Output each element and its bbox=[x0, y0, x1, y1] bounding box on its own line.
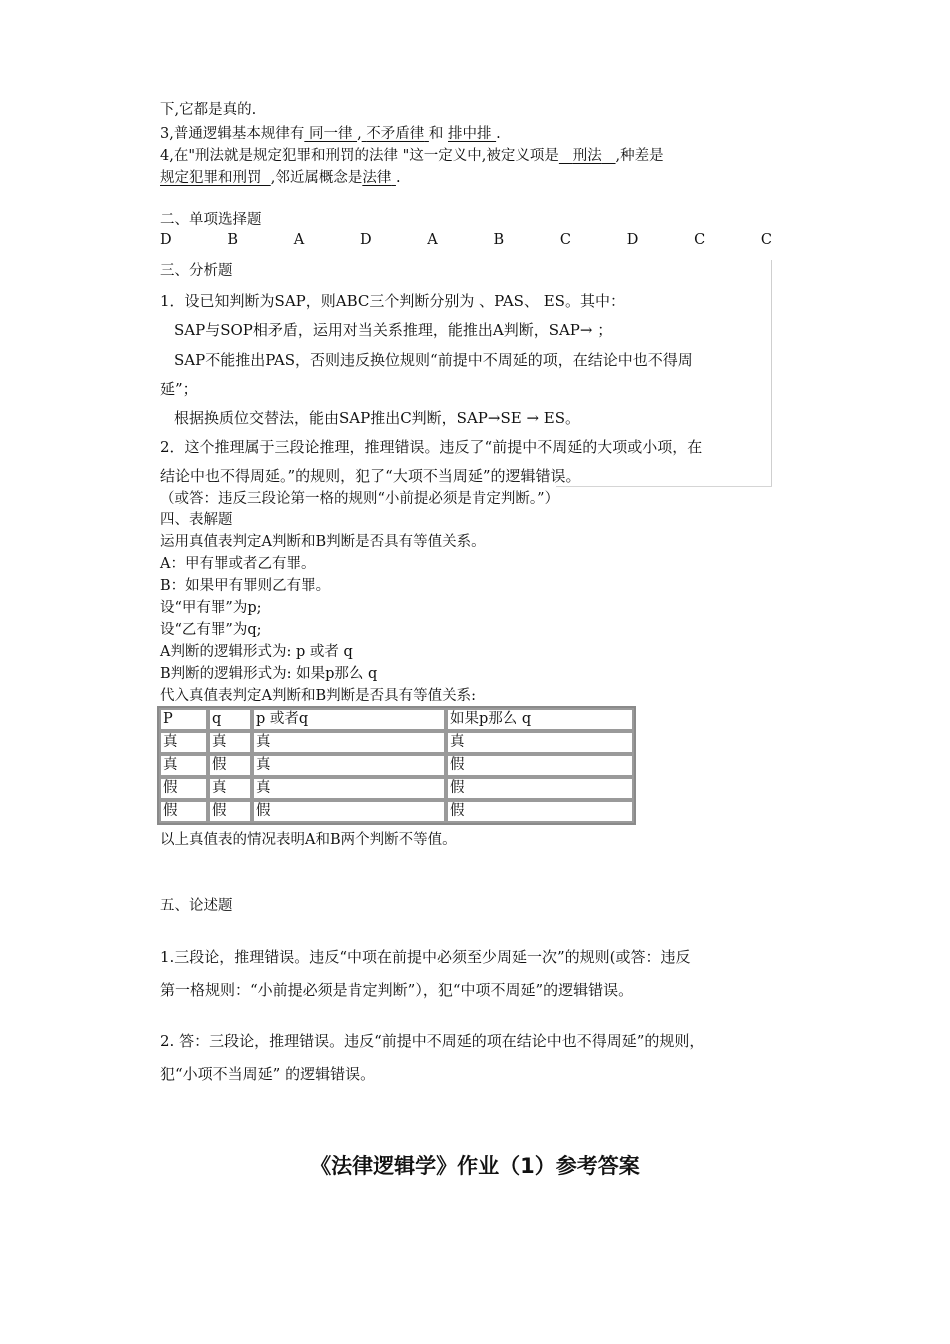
text-line: 根据换质位交替法，能由SAP推出C判断，SAP→SE → ES。 bbox=[174, 409, 581, 427]
text-line: A：甲有罪或者乙有罪。 bbox=[160, 556, 316, 572]
table-cell: 假 bbox=[446, 754, 634, 777]
table-cell: 假 bbox=[446, 800, 634, 823]
text-line: 设“甲有罪”为p; bbox=[160, 600, 262, 616]
table-cell: 真 bbox=[159, 754, 208, 777]
text-line: 设“乙有罪”为q; bbox=[160, 622, 262, 638]
text-line: 2. 答：三段论，推理错误。违反“前提中不周延的项在结论中也不得周延”的规则， bbox=[160, 1032, 705, 1050]
table-header-cell: q bbox=[208, 708, 252, 731]
text-segment: . bbox=[395, 170, 401, 186]
choice-answer: D bbox=[626, 232, 639, 248]
choice-answer: A bbox=[427, 232, 438, 248]
text-line: SAP与SOP相矛盾，运用对当关系推理，能推出A判断，SAP→ ； bbox=[174, 321, 613, 339]
text-line: 以上真值表的情况表明A和B两个判断不等值。 bbox=[160, 832, 457, 848]
text-line: SAP不能推出PAS，否则违反换位规则“前提中不周延的项，在结论中也不得周 bbox=[174, 351, 693, 369]
text-line: 代入真值表判定A判断和B判断是否具有等值关系: bbox=[160, 688, 477, 704]
table-header-row bbox=[159, 708, 634, 731]
section-heading: 二、单项选择题 bbox=[160, 212, 262, 228]
frame-line bbox=[771, 260, 772, 486]
text-line bbox=[160, 124, 501, 144]
text-line: A判断的逻辑形式为: p 或者 q bbox=[160, 644, 353, 660]
choice-answer: D bbox=[359, 232, 372, 248]
table-header-cell: P bbox=[159, 708, 208, 731]
text-segment: 4,在"刑法就是规定犯罪和刑罚的法律 "这一定义中,被定义项是 bbox=[160, 148, 559, 164]
blank-answer: 排中排 bbox=[448, 126, 492, 142]
text-segment: . bbox=[496, 126, 501, 142]
table-cell: 假 bbox=[208, 800, 252, 823]
choice-answer: B bbox=[227, 232, 239, 248]
choice-answers bbox=[160, 232, 772, 248]
table-header-cell: p 或者q bbox=[252, 708, 446, 731]
text-line: 下,它都是真的. bbox=[160, 102, 257, 118]
text-segment: ,种差是 bbox=[615, 148, 664, 164]
page-title: 《法律逻辑学》作业（1）参考答案 bbox=[310, 1154, 640, 1178]
text-line: B判断的逻辑形式为: 如果p那么 q bbox=[160, 666, 378, 682]
blank-answer: 同一律 bbox=[308, 126, 353, 142]
table-row bbox=[159, 754, 634, 777]
text-line: B：如果甲有罪则乙有罪。 bbox=[160, 578, 331, 594]
text-line: 结论中也不得周延。”的规则，犯了“大项不当周延”的逻辑错误。 bbox=[160, 467, 581, 485]
text-line: 1．设已知判断为SAP，则ABC三个判断分别为 、PAS、 ES。其中： bbox=[160, 292, 625, 310]
table-cell: 真 bbox=[208, 731, 252, 754]
table-cell: 假 bbox=[208, 754, 252, 777]
section-heading: 五、论述题 bbox=[160, 898, 233, 914]
text-line bbox=[160, 168, 401, 188]
text-segment: 3,普通逻辑基本规律有 bbox=[160, 126, 305, 142]
table-cell: 真 bbox=[446, 731, 634, 754]
choice-answer: C bbox=[694, 232, 706, 248]
choice-answer: D bbox=[160, 232, 172, 248]
blank-answer: 刑法 bbox=[572, 148, 602, 164]
text-line: 1.三段论，推理错误。违反“中项在前提中必须至少周延一次”的规则(或答：违反 bbox=[160, 948, 691, 966]
blank-answer: 法律 bbox=[362, 170, 392, 186]
table-cell: 真 bbox=[252, 754, 446, 777]
text-line: 2．这个推理属于三段论推理，推理错误。违反了“前提中不周延的大项或小项，在 bbox=[160, 438, 703, 456]
text-line: 运用真值表判定A判断和B判断是否具有等值关系。 bbox=[160, 534, 486, 550]
table-cell: 假 bbox=[252, 800, 446, 823]
text-segment: ,邻近属概念是 bbox=[270, 170, 363, 186]
table-cell: 假 bbox=[159, 777, 208, 800]
table-row bbox=[159, 800, 634, 823]
choice-answer: C bbox=[559, 232, 571, 248]
truth-table bbox=[157, 706, 636, 825]
text-segment: , bbox=[357, 126, 362, 142]
table-cell: 真 bbox=[159, 731, 208, 754]
text-segment: 和 bbox=[428, 126, 444, 142]
table-row bbox=[159, 777, 634, 800]
table-cell: 真 bbox=[252, 731, 446, 754]
text-line: 延”； bbox=[160, 380, 198, 398]
frame-line bbox=[556, 486, 772, 487]
blank-answer: 规定犯罪和刑罚 bbox=[160, 170, 262, 186]
section-heading: 三、分析题 bbox=[160, 263, 233, 279]
text-line bbox=[160, 146, 664, 166]
text-line: 第一格规则：“小前提必须是肯定判断”），犯“中项不周延”的逻辑错误。 bbox=[160, 981, 634, 999]
choice-answer: B bbox=[493, 232, 505, 248]
choice-answer: C bbox=[760, 232, 772, 248]
blank-answer: 不矛盾律 bbox=[366, 126, 425, 142]
table-row bbox=[159, 731, 634, 754]
text-line: （或答：违反三段论第一格的规则“小前提必须是肯定判断。”） bbox=[160, 491, 560, 507]
text-line: 犯“小项不当周延” 的逻辑错误。 bbox=[160, 1065, 376, 1083]
table-header-cell: 如果p那么 q bbox=[446, 708, 634, 731]
choice-answer: A bbox=[293, 232, 305, 248]
table-cell: 真 bbox=[208, 777, 252, 800]
section-heading: 四、表解题 bbox=[160, 512, 233, 528]
table-cell: 假 bbox=[446, 777, 634, 800]
table-cell: 假 bbox=[159, 800, 208, 823]
table-cell: 真 bbox=[252, 777, 446, 800]
